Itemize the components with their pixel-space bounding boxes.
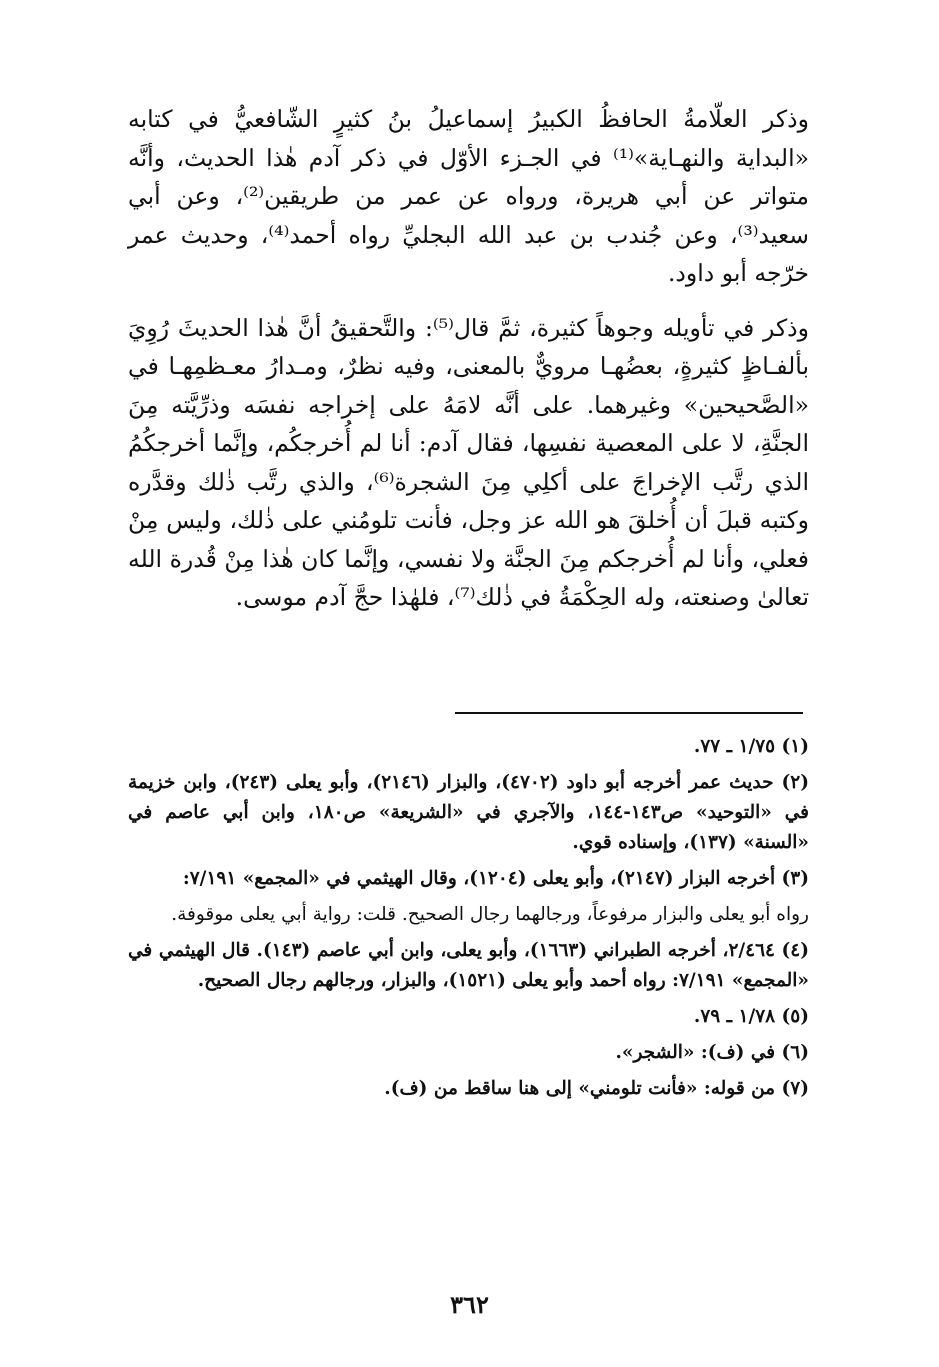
footnotes — [128, 732, 809, 1110]
paragraph-1: وذكر العلّامةُ الحافظُ الكبيرُ إسماعيلُ بنُ كثيرٍ الشّافعيُّ في كتابه «البداية والنهـاية»⁽¹⁾ في الجـزء الأوّل في ذكر آدم هٰذا الحديث، وأنَّه متواتر عن أبي هريرة، ورواه عن عمر من طريقين⁽²⁾، وعن أبي سعيد⁽³⁾، وعن جُندب بن عبد الله البجليِّ رواه أحمد⁽⁴⁾، وحديث عمر خرّجه أبو داود. — [128, 105, 809, 287]
footnote-7: (٧) من قوله: «فأنت تلومني» إلى هنا ساقط من (ف). — [384, 1078, 809, 1099]
footnote-6: (٦) في (ف): «الشجر». — [615, 1042, 809, 1063]
paragraph-2: وذكر في تأويله وجوهاً كثيرة، ثمَّ قال⁽⁵⁾: والتَّحقيقُ أنَّ هٰذا الحديثَ رُوِيَ بألفـاظٍ كثيرةٍ، بعضُهـا مرويٌّ بالمعنى، وفيه نظرٌ، ومـدارُ معـظمِهـا في «الصَّحيحين» وغيرهما. على أنَّه لامَهُ على إخراجه نفسَه وذرِّيَّته مِنَ الجنَّةِ، لا على المعصية نفسِها، فقال آدم: أنا لم أُخرجكُم، وإنَّما أخرجكُمُ الذي رتَّب الإخراجَ على أكلِي مِنَ الشجرة⁽⁶⁾، والذي رتَّب ذٰلك وقدَّره وكتبه قبلَ أن أُخلقَ هو الله عز وجل، فأنت تلومُني على ذٰلك، وليس مِنْ فعلي، وأنا لم أُخرجكم مِنَ الجنَّة ولا نفسي، وإنَّما كان هٰذا مِنْ قُدرة الله تعالىٰ وصنعته، وله الحِكْمَةُ في ذٰلك⁽⁷⁾، فلهٰذا حجَّ آدم موسى. — [128, 313, 809, 611]
footnote-5: (٥) ١/٧٨ ـ ٧٩. — [693, 1006, 809, 1027]
footnote-2: (٢) حديث عمر أخرجه أبو داود (٤٧٠٢)، والبزار (٢١٤٦)، وأبو يعلى (٢٤٣)، وابن خزيمة في «التوحيد» ص١٤٣-١٤٤، والآجري في «الشريعة» ص١٨٠، وابن أبي عاصم في «السنة» (١٣٧)، وإسناده قوي. — [128, 772, 809, 853]
footnote-1: (١) ١/٧٥ ـ ٧٧. — [693, 736, 809, 757]
page-number: ٣٦٢ — [450, 1290, 489, 1319]
main-text — [128, 100, 809, 633]
footnote-3-continued: رواه أبو يعلى والبزار مرفوعاً، ورجالهما رجال الصحيح. قلت: رواية أبي يعلى موقوفة. — [171, 904, 809, 925]
footnote-separator — [455, 712, 803, 714]
footnote-3: (٣) أخرجه البزار (٢١٤٧)، وأبو يعلى (١٢٠٤)، وقال الهيثمي في «المجمع» ٧/١٩١: — [182, 868, 809, 889]
footnote-4: (٤) ٢/٤٦٤، أخرجه الطبراني (١٦٦٣)، وأبو يعلى، وابن أبي عاصم (١٤٣). قال الهيثمي في «المجمع» ٧/١٩١: رواه أحمد وأبو يعلى (١٥٢١)، والبزار، ورجالهم رجال الصحيح. — [128, 940, 809, 991]
